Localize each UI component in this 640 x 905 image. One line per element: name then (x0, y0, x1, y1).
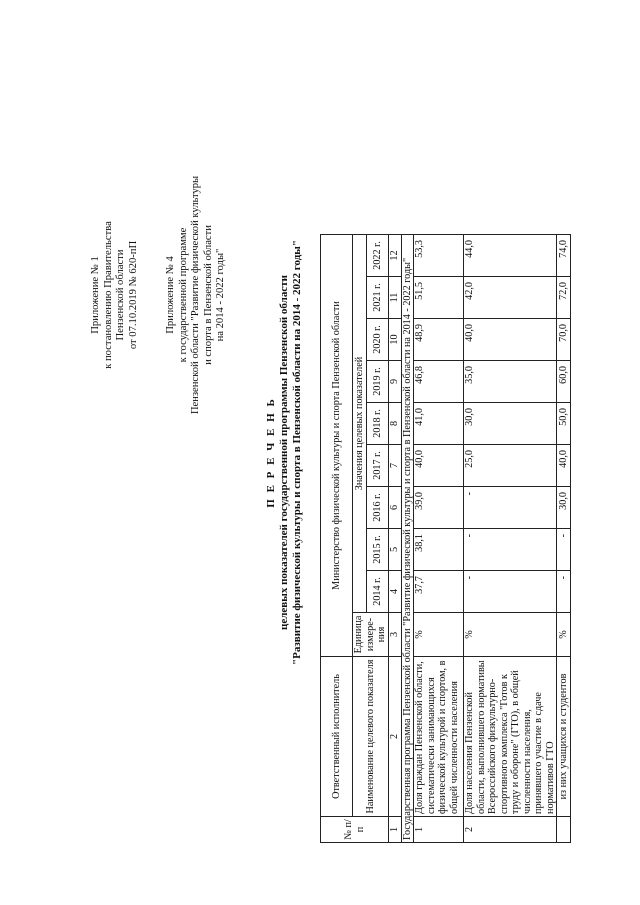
header-responsible: Ответственный исполнитель (321, 657, 353, 817)
indicator-value: 70,0 (557, 319, 571, 361)
column-number-row (389, 235, 402, 843)
indicator-value: 41,0 (414, 403, 464, 445)
document-heading (265, 0, 304, 905)
column-number: 2 (389, 657, 402, 817)
header-unit: Единица измере-ния (353, 613, 389, 657)
indicator-value: - (557, 571, 571, 613)
column-number: 6 (389, 487, 402, 529)
indicator-value: 30,0 (557, 487, 571, 529)
header-values: Значения целевых показателей (353, 235, 367, 613)
column-number: 5 (389, 529, 402, 571)
indicator-value: 50,0 (557, 403, 571, 445)
header-name: Наименование целевого показателя (353, 657, 389, 817)
table-row (414, 235, 464, 843)
indicator-value: 40,0 (464, 319, 557, 361)
column-number: 3 (389, 613, 402, 657)
year-header: 2019 г. (367, 361, 389, 403)
table-row (321, 235, 353, 843)
appendix-1-line: Приложение № 1 (90, 256, 101, 334)
indicator-value: 60,0 (557, 361, 571, 403)
document-subtitle: целевых показателей государственной программы Пензенской области (278, 275, 290, 630)
appendix-4-line: на 2014 - 2022 годы" (215, 248, 226, 342)
indicator-unit: % (464, 613, 557, 657)
year-header: 2020 г. (367, 319, 389, 361)
indicator-unit: % (414, 613, 464, 657)
indicator-value: - (464, 571, 557, 613)
table-row (464, 235, 557, 843)
indicator-value: 39,0 (414, 487, 464, 529)
column-number: 11 (389, 277, 402, 319)
indicator-value: 53,3 (414, 235, 464, 277)
section-title: Государственная программа Пензенской области "Развитие физической культуры и спорта в Пензенской области на 2014 - 2022 годы" (401, 235, 414, 843)
indicator-name: из них учащихся и студентов (557, 657, 571, 817)
year-header: 2017 г. (367, 445, 389, 487)
appendix-4-line: Приложение № 4 (165, 256, 176, 334)
indicator-value: 44,0 (464, 235, 557, 277)
indicator-value: - (464, 529, 557, 571)
indicator-value: 25,0 (464, 445, 557, 487)
year-header: 2018 г. (367, 403, 389, 445)
column-number: 9 (389, 361, 402, 403)
year-header: 2022 г. (367, 235, 389, 277)
indicator-value: - (557, 529, 571, 571)
year-header: 2016 г. (367, 487, 389, 529)
indicator-value: 38,1 (414, 529, 464, 571)
section-row (401, 235, 414, 843)
indicator-value: - (464, 487, 557, 529)
indicator-value: 40,0 (414, 445, 464, 487)
indicator-value: 30,0 (464, 403, 557, 445)
header-no: № п/п (321, 817, 389, 843)
document-title: П Е Р Е Ч Е Н Ь (265, 397, 277, 508)
indicator-value: 35,0 (464, 361, 557, 403)
indicator-value: 72,0 (557, 277, 571, 319)
indicator-unit: % (557, 613, 571, 657)
header-responsible-value: Министерство физической культуры и спорта Пензенской области (321, 235, 353, 657)
appendix-1-line: Пензенской области (115, 249, 126, 341)
indicators-table (320, 234, 571, 843)
indicator-value: 40,0 (557, 445, 571, 487)
appendix-4-line: к государственной программе (177, 227, 189, 363)
year-header: 2014 г. (367, 571, 389, 613)
indicator-value: 46,8 (414, 361, 464, 403)
column-number: 4 (389, 571, 402, 613)
appendix-4-line: и спорта в Пензенской области (202, 225, 214, 365)
row-number: 1 (414, 817, 464, 843)
indicator-value: 74,0 (557, 235, 571, 277)
appendix-4-line: Пензенской области "Развитие физической культуры (190, 175, 201, 415)
indicator-name: Доля населения Пензенской области, выполнившего нормативы Всероссийского физкультурно-спортивного комплекса "Готов к труду и обороне" (ГТО), в общей численности населения, принявшего участие в сдаче нормативов ГТО (464, 657, 557, 817)
indicator-value: 42,0 (464, 277, 557, 319)
appendix-1-block (90, 145, 140, 445)
column-number: 10 (389, 319, 402, 361)
row-number: 2 (464, 817, 557, 843)
column-number: 1 (389, 817, 402, 843)
indicator-value: 51,5 (414, 277, 464, 319)
appendix-4-block (165, 145, 228, 445)
year-header: 2015 г. (367, 529, 389, 571)
column-number: 7 (389, 445, 402, 487)
indicator-value: 37,7 (414, 571, 464, 613)
appendix-1-line: от 07.10.2019 № 620-пП (127, 240, 139, 350)
appendix-1-line: к постановлению Правительства (102, 221, 114, 369)
year-header: 2021 г. (367, 277, 389, 319)
table-row (557, 235, 571, 843)
table-row (353, 235, 367, 843)
indicator-name: Доля граждан Пензенской области, систематически занимающихся физической культурой и спортом, в общей численности населения (414, 657, 464, 817)
indicator-value: 48,9 (414, 319, 464, 361)
column-number: 8 (389, 403, 402, 445)
column-number: 12 (389, 235, 402, 277)
document-subtitle: "Развитие физической культуры и спорта в Пензенской области на 2014 - 2022 годы" (291, 240, 303, 665)
row-number (557, 817, 571, 843)
